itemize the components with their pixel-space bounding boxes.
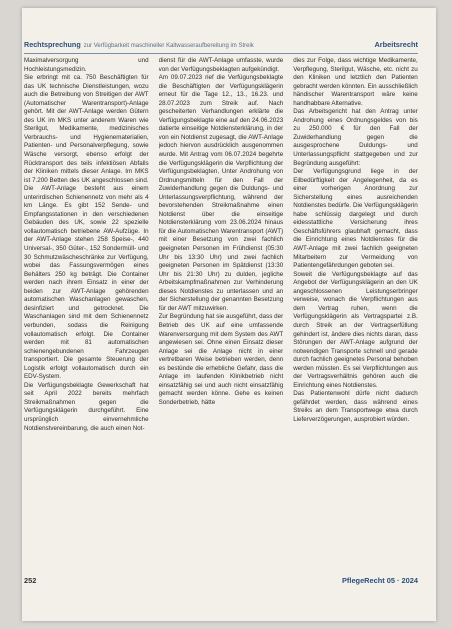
page-number: 252 xyxy=(24,576,37,585)
paragraph: Am 09.07.2023 rief die Verfügungsbeklagte die Beschäftigten der Verfügungsklägerin erneut für die Tage 12., 13., 16.23. und 28.07.2023 zum Streik auf. Nach gescheiterten Verhandlungen erklärte die Verfügungsbeklagte eine auf den 24.06.2023 datierte einseitige Notdiensterklärung, in der von ein Notdienst zugesagt, die AWT-Anlage jedoch hiervon ausdrücklich ausgenommen wurde. Mit Antrag vom 06.07.2024 begehrte die Verfügungsklägerin die Verpflichtung der Verfügungsbeklagten, Unter Androhung von Ordnungsmitteln für den Fall der Zuwiderhandlung gegen die Duldungs- und Unterlassungsverpflichtung, während der bevorstehenden Streikmaßnahme einen Notdienst über die einseitige Notdiensterklärung vom 23.06.2024 hinaus für die Automatischen Warentransport (AWT) mit einer Besetzung von zwei fachlich geeigneten Personen im Frühdienst (05:30 Uhr bis 13:30 Uhr) und zwei fachlich geeigneten Personen im Spätdienst (13:30 Uhr bis 21:30 Uhr) zu dulden, jegliche Arbeitskampfmaßnahmen zur Verhinderung dieses Notdienstes zu unterlassen und an der Sicherstellung der genannten Besetzung für der AWT mitzuwirken. xyxy=(158,74,284,312)
paragraph: Soweit die Verfügungsbeklagte auf das Angebot der Verfügungsklägerin an den UK angeschlossenen Leistungserbringer verweise, wonach die Verpflichtungen aus dem Vertrag ruhen, wenn die Verfügungsklägerin als Vertragspartei z.B. durch Streik an der Vertragserfüllung gehindert ist, ändere dies nichts daran, dass Störungen der AWT-Anlage aufgrund der notwendigen Transporte schnell und gerade durch fachlich geeignetes Personal behoben werden müssten. Es sei Verpflichtungen aus der Vertragsverhältnis gehören auch die Einrichtung eines Notdienstes. xyxy=(293,270,418,389)
text-columns xyxy=(24,57,418,557)
journal-name: PflegeRecht 05 · 2024 xyxy=(342,576,418,585)
page-footer xyxy=(24,576,418,588)
paragraph: Sie erbringt mit ca. 750 Beschäftigten für das UK technische Dienstleistungen, wozu auch die Betreibung von Streitigen der AWT (Automatischer Warentransport)-Anlage gehört. Mit der AWT-Anlage werden Gütern des UK im MKS unter anderem Waren wie Sterilgut, Medikamente, medizinisches Verbrauchs- und Hygienematerialien, Patienten- und Personalverpflegung, sowie Wäsche versorgt, ebenso erfolgt der Rücktransport des teils infektiösen Abfalls der Kliniken mittels dieser Anlage. Im MKS ist 7.200 Betten des UK angeschlossen sind. Die AWT-Anlage besteht aus einem unterirdischen Schienennetz von mehr als 4 km Länge. Es gibt 152 Sende- und Empfangsstationen in den verschiedenen Gebäuden des UK, sowie 22 spezielle vollautomatisch betriebene AW-Aufzüge. In der AWT-Anlage stehen 258 Speise-, 440 Universal-, 350 Güter-, 152 Sondermüll- und 30 Schmutzwäscheschränke zur Verfügung, wobei das Fassungsvermögen eines Behälters 250 kg beträgt. Die Container werden nach ihrem Einsatz in einer der beiden zur AWT-Anlage gehörenden automatischen Waschanlagen gewaschen, desinfiziert und getrocknet. Die Waschanlagen sind mit dem Schienennetz verbunden, sodass die Reinigung vollautomatisch erfolgt. Die Container werden mit 81 automatischen schienengebundenen Fahrzeugen transportiert. Die gesamte Steuerung der Logistik erfolgt vollautomatisch durch ein EDV-System. xyxy=(24,74,149,381)
section-title: Rechtsprechung xyxy=(24,40,81,49)
column-3 xyxy=(293,57,418,557)
header-rule xyxy=(24,53,418,54)
paragraph: Maximalversorgung und Hochleistungsmedizin. xyxy=(24,57,149,73)
paragraph: Zur Begründung hat sie ausgeführt, dass der Betrieb des UK auf eine umfassende Warenversorgung mit dem System des AWT angewiesen sei. Ohne einen Einsatz dieser Anlage sei die Anlage nicht in einer vertretbaren Weise betrieben werden, denn es bestünde die erhebliche Gefahr, dass die Anlage im laufenden Klinikbetrieb nicht einsatzfähig sei und auch nicht einsatzfähig gemacht werden könne. Gehe es keinen Sonderbetrieb, hätte xyxy=(158,313,284,406)
category-label: Arbeitsrecht xyxy=(374,40,418,49)
column-2 xyxy=(159,57,284,557)
paragraph: Der Verfügungsgrund liege in der Eilbedürftigkeit der Angelegenheit, da es einer vorherigen Anordnung zur Sicherstellung eines ausreichenden Notdienstes bedürfe. Die Verfügungsklägerin habe schlüssig dargelegt und durch eidesstattliche Versicherung ihres Geschäftsführers glaubhaft gemacht, dass die Einrichtung eines Notdienstes für die AWT-Anlage mit zwei fachlich geeigneten Mitarbeitern zur Vermeidung von Patientengefährdungen geboten sei. xyxy=(293,168,418,270)
paragraph: dienst für die AWT-Anlage umfasste, wurde von der Verfügungsbeklagten aufgekündigt. xyxy=(158,57,284,73)
paragraph: Das Patientenwohl dürfe nicht dadurch gefährdet werden, dass während eines Streiks an dem Transportwege etwa durch Lieferverzögerungen, ausprobiert würden. xyxy=(293,390,418,423)
section-subtitle: zur Verfügbarkeit maschineller Kaltwasseraufbereitung im Streik xyxy=(83,43,254,49)
paragraph: dies zur Folge, dass wichtige Medikamente, Verpflegung, Sterilgut, Wäsche, etc. nicht zu den Kliniken und letztlich den Patienten gebracht werden könnten. Ein ausschließlich händischer Warentransport wäre keine handhabbare Alternative. xyxy=(293,57,418,107)
paragraph: Das Arbeitsgericht hat den Antrag unter Androhung eines Ordnungsgeldes von bis zu 250.000 € für den Fall der Zuwiderhandlung gegen die ausgesprochene Duldungs- und Unterlassungspflicht stattgegeben und zur Begründung ausgeführt: xyxy=(293,108,418,167)
paragraph: Die Verfügungsbeklagte Gewerkschaft hat seit April 2022 bereits mehrfach Streikmaßnahmen gegen die Verfügungsklägerin durchgeführt. Eine ursprünglich einvernehmliche Notdienstvereinbarung, die auch einen Not- xyxy=(24,381,149,432)
running-header xyxy=(24,40,418,52)
column-1 xyxy=(24,57,149,557)
